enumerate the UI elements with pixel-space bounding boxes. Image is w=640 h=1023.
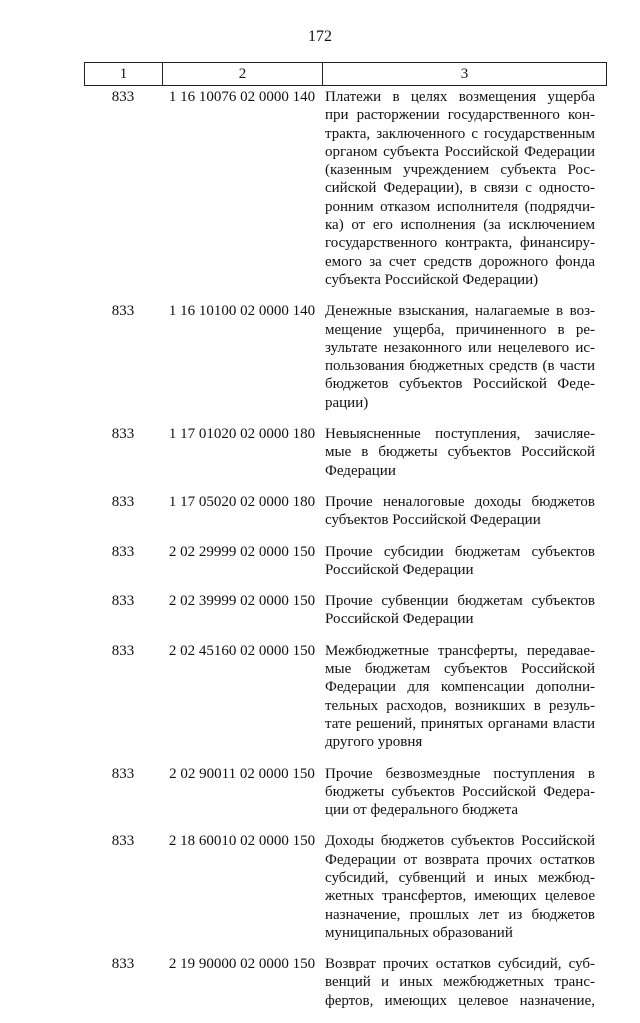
description-line: ции от федерального бюджета	[325, 802, 519, 819]
description-line: другого уровня	[325, 734, 423, 751]
admin-code-cell: 833	[111, 956, 135, 973]
description-cell	[322, 832, 607, 942]
description-line: зультате незаконного или нецелевого ис-	[325, 339, 595, 356]
description-line: государственного контракта, финансиру-	[325, 235, 595, 252]
description-cell	[322, 425, 607, 480]
description-line: Возврат прочих остатков субсидий, суб-	[325, 956, 595, 973]
description-line: Российской Федерации	[325, 611, 474, 628]
kbk-code-cell: 1 16 10100 02 0000 140	[168, 303, 316, 320]
description-line: субъектов Российской Федерации	[325, 512, 541, 529]
description-line: пользования бюджетных средств (в части	[325, 358, 595, 375]
table-row	[84, 955, 607, 1010]
header-col-3: 3	[460, 66, 469, 82]
admin-code-cell: 833	[111, 765, 135, 782]
admin-code-cell: 833	[111, 426, 135, 443]
description-line: ронним отказом исполнителя (подрядчи-	[325, 198, 595, 215]
header-col-2: 2	[163, 63, 323, 85]
description-line: органом субъекта Российской Федерации	[325, 143, 595, 160]
description-line: ка) от его исполнения (за исключением	[325, 217, 595, 234]
description-line: сийской Федерации), в связи с односто-	[325, 180, 595, 197]
description-line: Прочие субвенции бюджетам субъектов	[325, 593, 595, 610]
admin-code-cell: 833	[111, 303, 135, 320]
description-line: фертов, имеющих целевое назначение,	[325, 992, 595, 1009]
kbk-code-cell: 1 17 01020 02 0000 180	[168, 426, 316, 443]
kbk-code-cell: 2 02 39999 02 0000 150	[168, 593, 316, 610]
description-line: Прочие безвозмездные поступления в	[325, 765, 595, 782]
description-cell	[322, 302, 607, 412]
description-line: муниципальных образований	[325, 924, 513, 941]
description-line: Невыясненные поступления, зачисляе-	[325, 426, 595, 443]
description-line: тельных расходов, возникших в резуль-	[325, 697, 595, 714]
kbk-code-cell: 2 19 90000 02 0000 150	[168, 956, 316, 973]
table-row	[84, 425, 607, 480]
page-number: 172	[308, 28, 332, 45]
description-cell	[322, 543, 607, 580]
admin-code-cell: 833	[111, 543, 135, 560]
description-cell	[322, 642, 607, 752]
description-line: тате решений, принятых органами власти	[325, 715, 595, 732]
description-line: емого за счет средств дорожного фонда	[325, 253, 595, 270]
table-body	[84, 88, 607, 1023]
kbk-code-cell: 2 02 90011 02 0000 150	[169, 765, 315, 782]
description-line: Российской Федерации	[325, 561, 474, 578]
description-line: мые бюджетам субъектов Российской	[325, 661, 595, 678]
admin-code-cell: 833	[111, 493, 135, 510]
description-line: мые в бюджеты субъектов Российской	[325, 444, 595, 461]
table-row	[84, 88, 607, 289]
kbk-code-cell: 2 02 29999 02 0000 150	[168, 543, 316, 560]
description-cell	[322, 88, 607, 289]
description-cell	[322, 955, 607, 1010]
kbk-code-cell: 2 18 60010 02 0000 150	[168, 833, 316, 850]
description-line: (казенным учреждением субъекта Рос-	[325, 162, 595, 179]
admin-code-cell: 833	[111, 89, 135, 105]
description-line: бюджеты субъектов Российской Федера-	[325, 783, 595, 800]
description-line: при расторжении государственного кон-	[325, 107, 595, 124]
admin-code-cell: 833	[111, 642, 135, 659]
description-cell	[322, 765, 607, 820]
description-cell	[322, 493, 607, 530]
description-cell	[322, 592, 607, 629]
description-line: назначение, прошлых лет из бюджетов	[325, 906, 595, 923]
table-row	[84, 302, 607, 412]
kbk-code-cell: 1 17 05020 02 0000 180	[168, 493, 316, 510]
description-line: Прочие субсидии бюджетам субъектов	[325, 543, 595, 560]
kbk-code-cell: 1 16 10076 02 0000 140	[168, 89, 316, 105]
table-row	[84, 493, 607, 530]
description-line: бюджетов субъектов Российской Феде-	[325, 376, 595, 393]
table-row	[84, 765, 607, 820]
description-line: Федерации	[325, 462, 396, 479]
description-line: субъекта Российской Федерации)	[325, 271, 539, 288]
description-line: Денежные взыскания, налагаемые в воз-	[325, 303, 595, 320]
description-line: тракта, заключенного с государственным	[325, 125, 595, 142]
description-line: жетных трансфертов, имеющих целевое	[325, 888, 595, 905]
table-header	[84, 62, 607, 86]
table-row	[84, 642, 607, 752]
table-row	[84, 592, 607, 629]
description-line: Федерации от возврата прочих остатков	[325, 851, 595, 868]
table-row	[84, 543, 607, 580]
description-line: Прочие неналоговые доходы бюджетов	[325, 493, 595, 510]
description-line: Федерации для компенсации дополни-	[325, 679, 595, 696]
description-line: Платежи в целях возмещения ущерба	[325, 89, 595, 105]
description-line: Доходы бюджетов субъектов Российской	[325, 833, 595, 850]
table-row	[84, 832, 607, 942]
kbk-code-cell: 2 02 45160 02 0000 150	[168, 642, 316, 659]
description-line: субсидий, субвенций и иных межбюд-	[325, 869, 595, 886]
description-line: мещение ущерба, причиненного в ре-	[325, 321, 595, 338]
header-col-1: 1	[85, 63, 163, 85]
description-line: рации)	[325, 394, 369, 411]
description-line: Межбюджетные трансферты, передавае-	[325, 642, 595, 659]
admin-code-cell: 833	[111, 593, 135, 610]
admin-code-cell: 833	[111, 833, 135, 850]
description-line: венций и иных межбюджетных транс-	[325, 974, 595, 991]
